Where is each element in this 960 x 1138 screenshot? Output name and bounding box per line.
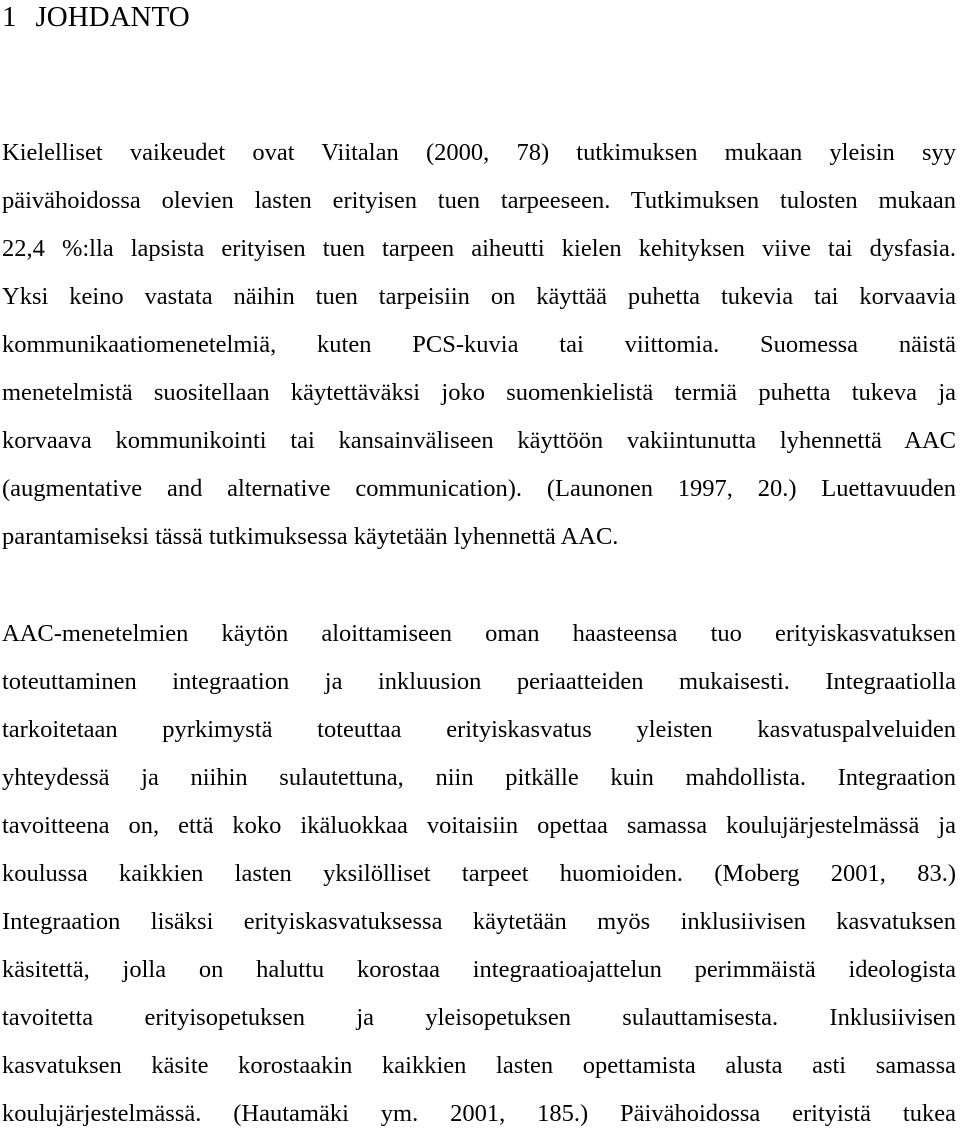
paragraph-line: korvaava kommunikointi tai kansainväliseen käyttöön vakiintunutta lyhennettä AAC	[2, 427, 956, 454]
paragraph-line: Integraation lisäksi erityiskasvatuksessa käytetään myös inklusiivisen kasvatuksen	[2, 908, 956, 935]
paragraph-line: toteuttaminen integraation ja inkluusion periaatteiden mukaisesti. Integraatiolla	[2, 668, 956, 695]
paragraph-line: Yksi keino vastata näihin tuen tarpeisiin on käyttää puhetta tukevia tai korvaavia	[2, 283, 956, 310]
section-heading	[2, 0, 190, 37]
paragraph-line: Kielelliset vaikeudet ovat Viitalan (2000, 78) tutkimuksen mukaan yleisin syy	[2, 139, 956, 166]
paragraph-line: yhteydessä ja niihin sulautettuna, niin pitkälle kuin mahdollista. Integraation	[2, 764, 956, 791]
paragraph-1	[2, 129, 956, 561]
paragraph-line: kommunikaatiomenetelmiä, kuten PCS-kuvia tai viittomia. Suomessa näistä	[2, 331, 956, 358]
paragraph-line: AAC-menetelmien käytön aloittamiseen oman haasteensa tuo erityiskasvatuksen	[2, 620, 956, 647]
section-title: JOHDANTO	[35, 1, 190, 33]
paragraph-line: päivähoidossa olevien lasten erityisen tuen tarpeeseen. Tutkimuksen tulosten mukaan	[2, 187, 956, 214]
paragraph-line: koulujärjestelmässä. (Hautamäki ym. 2001, 185.) Päivähoidossa erityistä tukea	[2, 1100, 956, 1127]
paragraph-line: tavoitetta erityisopetuksen ja yleisopetuksen sulauttamisesta. Inklusiivisen	[2, 1004, 956, 1031]
paragraph-line: menetelmistä suositellaan käytettäväksi joko suomenkielistä termiä puhetta tukeva ja	[2, 379, 956, 406]
paragraph-line: kasvatuksen käsite korostaakin kaikkien lasten opettamista alusta asti samassa	[2, 1052, 956, 1079]
paragraph-line: parantamiseksi tässä tutkimuksessa käytetään lyhennettä AAC.	[2, 523, 619, 550]
section-number: 1	[2, 1, 17, 33]
paragraph-line: koulussa kaikkien lasten yksilölliset tarpeet huomioiden. (Moberg 2001, 83.)	[2, 860, 956, 887]
paragraph-2	[2, 610, 956, 1138]
paragraph-line: käsitettä, jolla on haluttu korostaa integraatioajattelun perimmäistä ideologista	[2, 956, 956, 983]
paragraph-line: tavoitteena on, että koko ikäluokkaa voitaisiin opettaa samassa koulujärjestelmässä ja	[2, 812, 956, 839]
paragraph-line: 22,4 %:lla lapsista erityisen tuen tarpeen aiheutti kielen kehityksen viive tai dysfasia.	[2, 235, 956, 262]
paragraph-line: (augmentative and alternative communication). (Launonen 1997, 20.) Luettavuuden	[2, 475, 956, 502]
paragraph-line: tarkoitetaan pyrkimystä toteuttaa erityiskasvatus yleisten kasvatuspalveluiden	[2, 716, 956, 743]
